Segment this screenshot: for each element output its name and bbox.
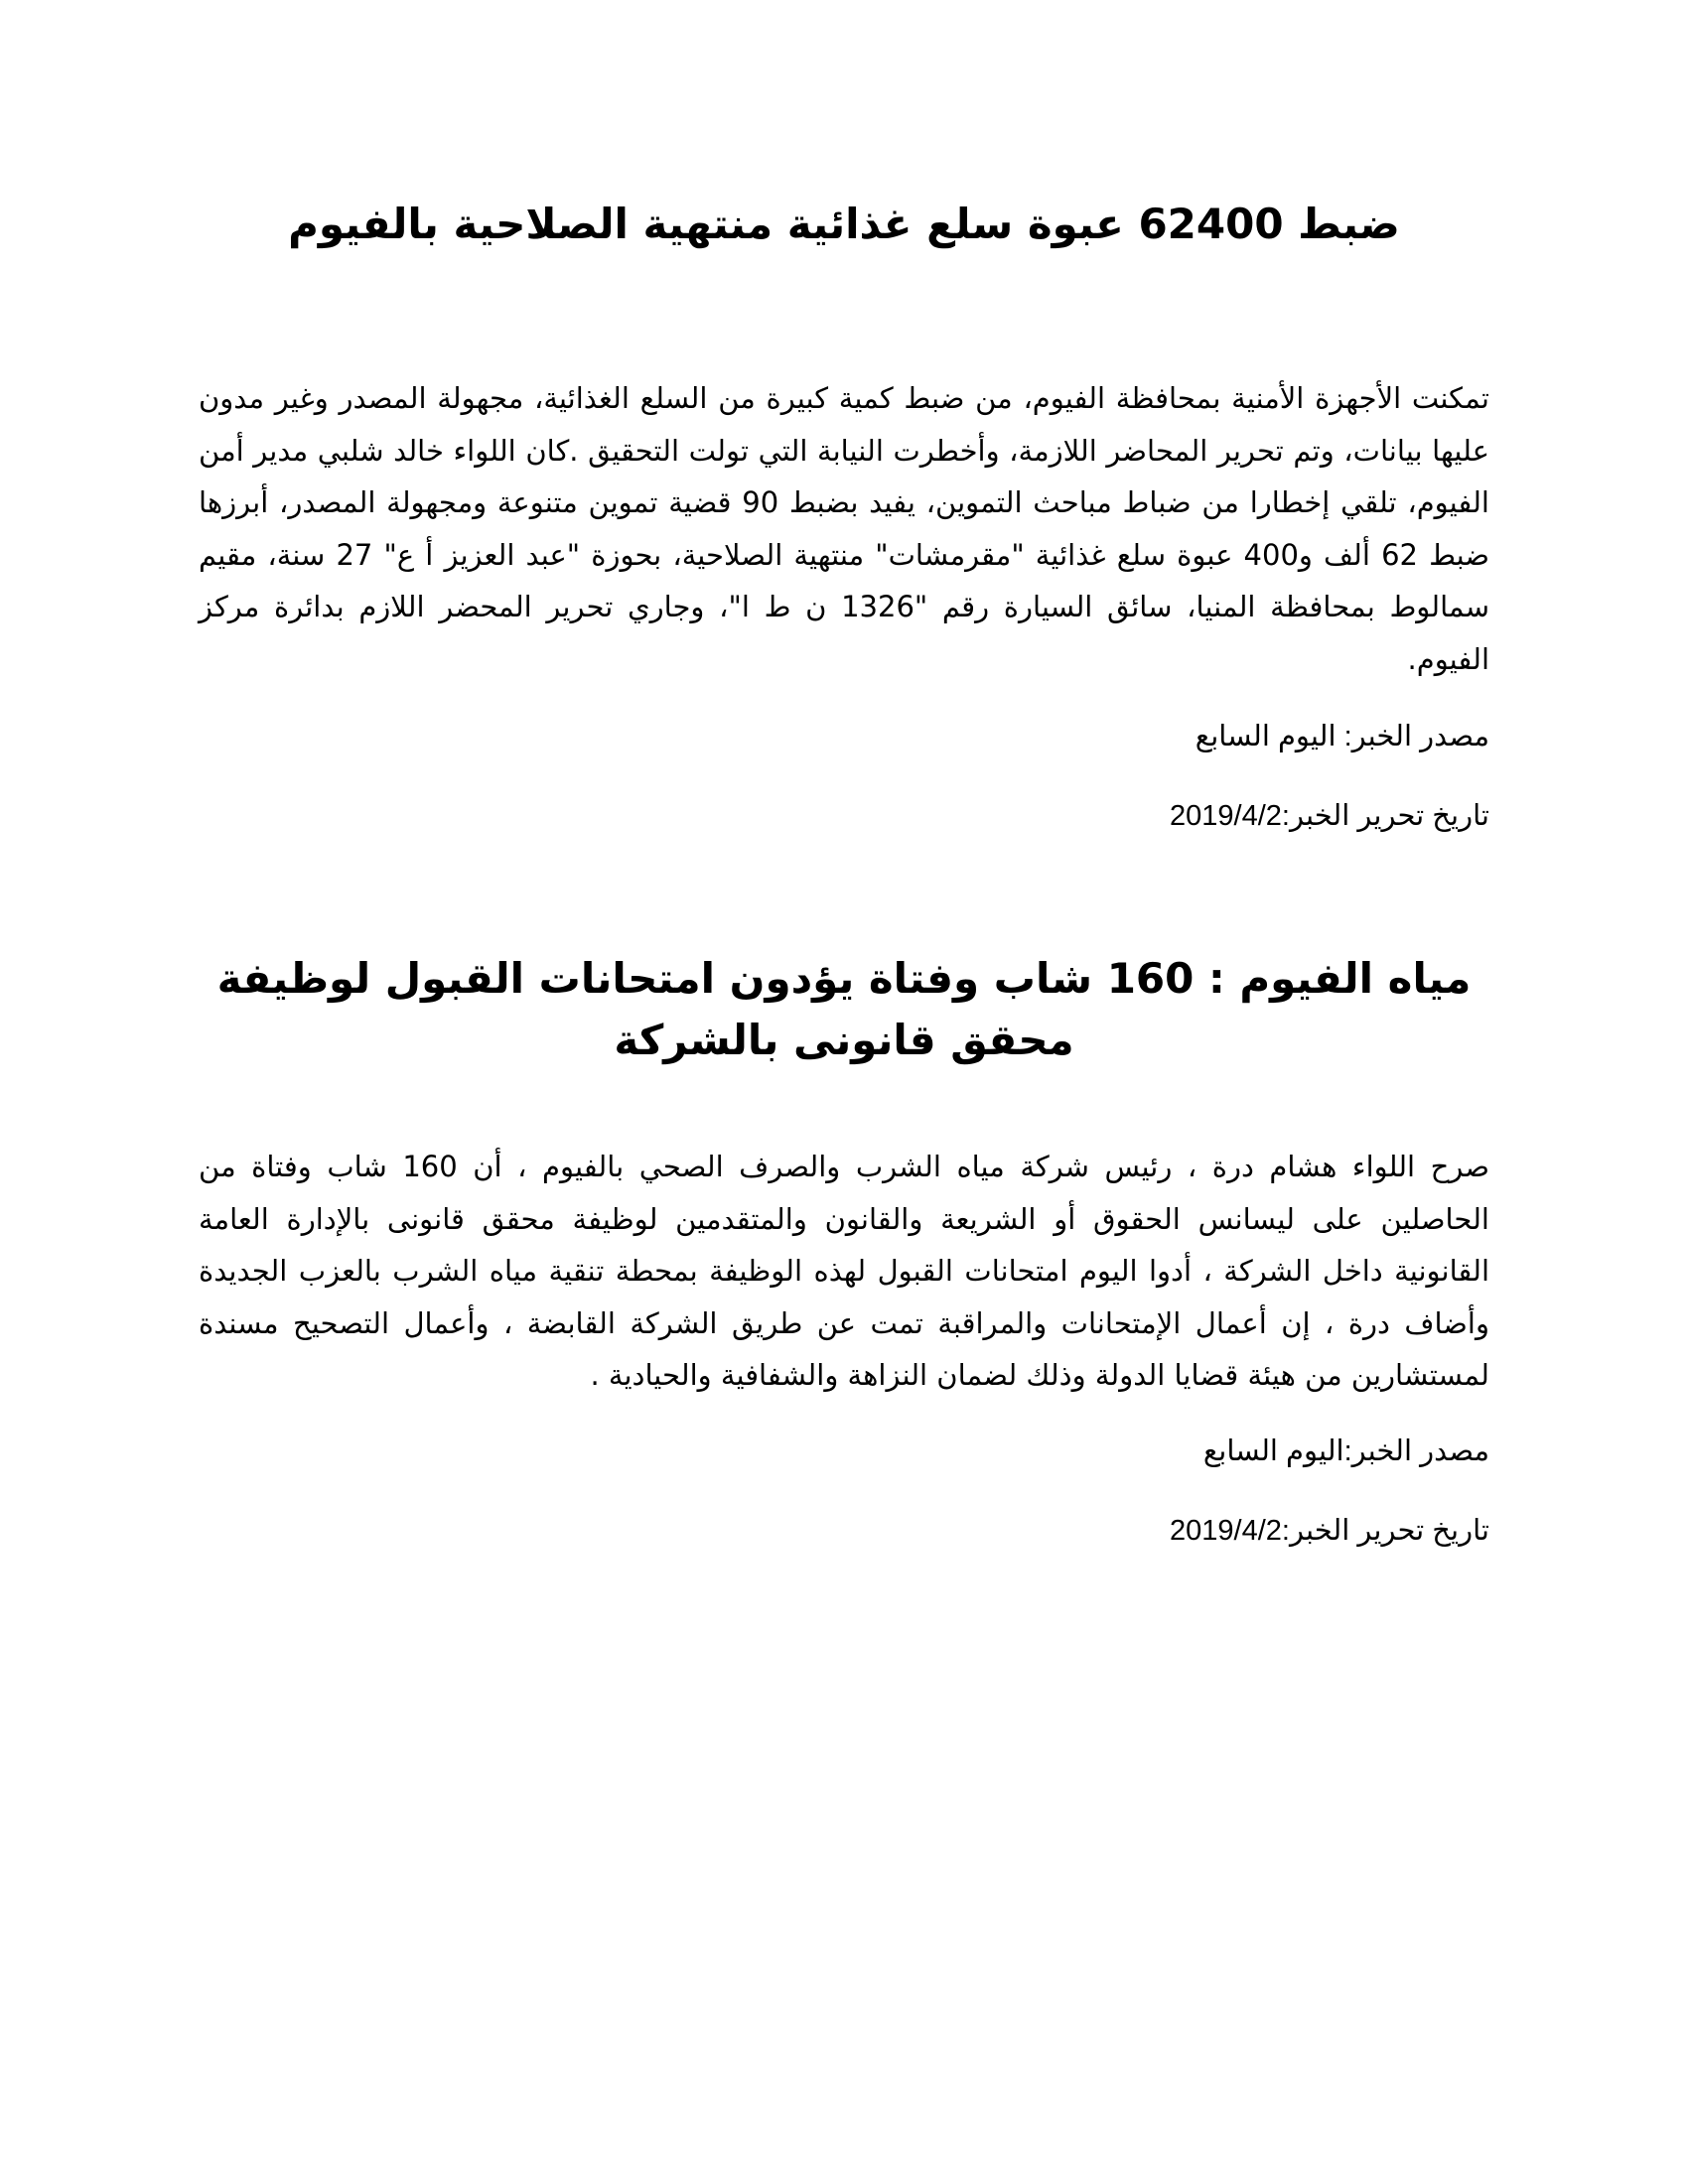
source-value: اليوم السابع	[1195, 721, 1344, 752]
news-article	[199, 194, 1489, 836]
date-label: تاريخ تحرير الخبر:	[1281, 800, 1489, 832]
article-headline: ضبط 62400 عبوة سلع غذائية منتهية الصلاحية بالفيوم	[288, 200, 1400, 248]
article-date	[199, 1511, 1489, 1551]
article-source	[199, 1432, 1489, 1471]
source-label: مصدر الخبر:	[1343, 721, 1489, 752]
date-label: تاريخ تحرير الخبر:	[1281, 1514, 1489, 1547]
article-body: صرح اللواء هشام درة ، رئيس شركة مياه الشرب والصرف الصحي بالفيوم ، أن 160 شاب وفتاة من الحاصلين على ليسانس الحقوق أو الشريعة والقانون والمتقدمين لوظيفة محقق قانونى بالإدارة العامة القانونية داخل الشركة ، أدوا اليوم امتحانات القبول لهذه الوظيفة بمحطة تنقية مياه الشرب بالعزب الجديدة وأضاف درة ، إن أعمال الإمتحانات والمراقبة تمت عن طريق الشركة القابضة ، وأعمال التصحيح مسندة لمستشارين من هيئة قضايا الدولة وذلك لضمان النزاهة والشفافية والحيادية .	[199, 1150, 1489, 1392]
date-value: 2019/4/2	[1170, 1514, 1282, 1547]
article-headline: مياه الفيوم : 160 شاب وفتاة يؤدون امتحانات القبول لوظيفة محقق قانونى بالشركة	[216, 954, 1472, 1064]
article-source	[199, 717, 1489, 756]
news-article	[199, 948, 1489, 1551]
source-label: مصدر الخبر:	[1343, 1434, 1489, 1467]
article-date	[199, 796, 1489, 836]
date-value: 2019/4/2	[1170, 800, 1282, 832]
source-value: اليوم السابع	[1202, 1434, 1344, 1467]
article-body: تمكنت الأجهزة الأمنية بمحافظة الفيوم، من ضبط كمية كبيرة من السلع الغذائية، مجهولة المصدر وغير مدون عليها بيانات، وتم تحرير المحاضر اللازمة، وأخطرت النيابة التي تولت التحقيق .كان اللواء خالد شلبي مدير أمن الفيوم، تلقي إخطارا من ضباط مباحث التموين، يفيد بضبط 90 قضية تموين متنوعة ومجهولة المصدر، أبرزها ضبط 62 ألف و400 عبوة سلع غذائية "مقرمشات" منتهية الصلاحية، بحوزة "عبد العزيز أ ع" 27 سنة، مقيم سمالوط بمحافظة المنيا، سائق السيارة رقم "1326 ن ط ا"، وجاري تحرير المحضر اللازم بدائرة مركز الفيوم.	[199, 381, 1490, 676]
